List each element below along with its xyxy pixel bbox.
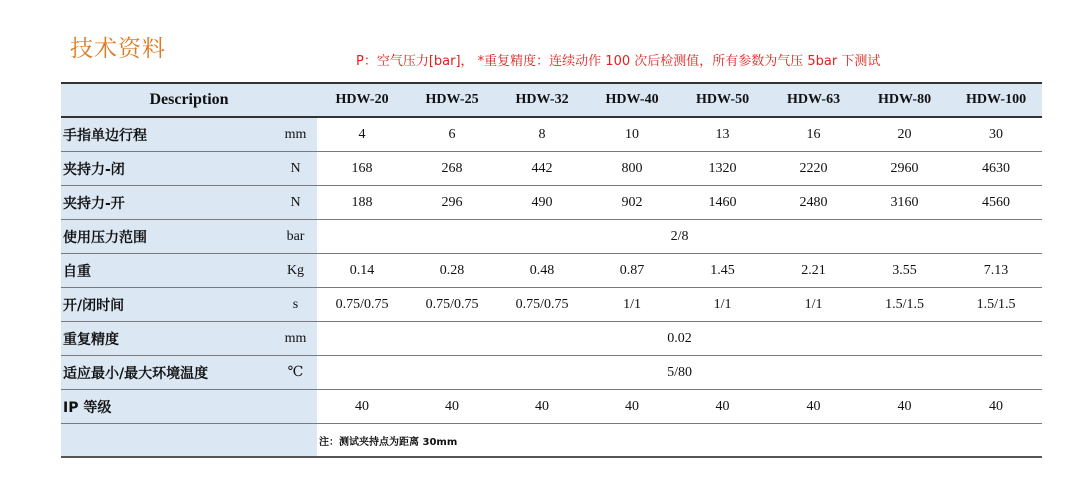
table-row (61, 288, 1042, 322)
table-cell: 1/1 (587, 288, 677, 322)
table-cell: 40 (950, 390, 1042, 424)
table-cell: 168 (317, 152, 407, 186)
table-cell: 0.87 (587, 254, 677, 288)
model-header: HDW-40 (587, 83, 677, 117)
table-cell: 0.14 (317, 254, 407, 288)
page-title: 技术资料 (70, 36, 166, 62)
table-cell: 2.21 (768, 254, 859, 288)
model-header: HDW-25 (407, 83, 497, 117)
table-row (61, 390, 1042, 424)
table-row (61, 152, 1042, 186)
table-cell: 2960 (859, 152, 950, 186)
table-cell: 1.5/1.5 (950, 288, 1042, 322)
table-cell: 3.55 (859, 254, 950, 288)
row-label: 开/闭时间 (61, 288, 274, 322)
row-unit: N (274, 186, 317, 220)
table-row (61, 322, 1042, 356)
table-row (61, 117, 1042, 152)
spec-table (61, 82, 1042, 458)
model-header: HDW-20 (317, 83, 407, 117)
test-condition-note: P：空气压力[bar]， *重复精度：连续动作 100 次后检测值，所有参数为气压 5bar 下测试 (356, 54, 881, 69)
table-cell: 40 (677, 390, 768, 424)
table-cell: 2220 (768, 152, 859, 186)
table-row (61, 220, 1042, 254)
row-label: 夹持力-开 (61, 186, 274, 220)
row-label: IP 等级 (61, 390, 274, 424)
row-label: 使用压力范围 (61, 220, 274, 254)
table-header-row (61, 83, 1042, 117)
row-label: 自重 (61, 254, 274, 288)
table-cell: 6 (407, 117, 497, 152)
table-cell: 1/1 (768, 288, 859, 322)
table-cell: 40 (407, 390, 497, 424)
table-cell: 7.13 (950, 254, 1042, 288)
table-cell: 40 (768, 390, 859, 424)
model-header: HDW-80 (859, 83, 950, 117)
table-cell: 268 (407, 152, 497, 186)
table-cell: 10 (587, 117, 677, 152)
table-row (61, 186, 1042, 220)
model-header: HDW-100 (950, 83, 1042, 117)
footnote-unit-spacer (274, 424, 317, 458)
row-unit: mm (274, 322, 317, 356)
merged-cell: 2/8 (317, 220, 1042, 254)
table-cell: 4630 (950, 152, 1042, 186)
row-label: 适应最小/最大环境温度 (61, 356, 274, 390)
merged-cell: 5/80 (317, 356, 1042, 390)
table-cell: 1.5/1.5 (859, 288, 950, 322)
table-cell: 40 (497, 390, 587, 424)
row-unit: N (274, 152, 317, 186)
row-unit: Kg (274, 254, 317, 288)
table-cell: 0.75/0.75 (317, 288, 407, 322)
table-cell: 1/1 (677, 288, 768, 322)
row-label: 重复精度 (61, 322, 274, 356)
table-cell: 0.75/0.75 (407, 288, 497, 322)
table-cell: 1320 (677, 152, 768, 186)
table-cell: 30 (950, 117, 1042, 152)
table-cell: 40 (317, 390, 407, 424)
row-unit: mm (274, 117, 317, 152)
model-header: HDW-32 (497, 83, 587, 117)
table-row (61, 254, 1042, 288)
table-cell: 3160 (859, 186, 950, 220)
table-cell: 442 (497, 152, 587, 186)
table-cell: 800 (587, 152, 677, 186)
table-cell: 16 (768, 117, 859, 152)
merged-cell: 0.02 (317, 322, 1042, 356)
table-cell: 2480 (768, 186, 859, 220)
table-cell: 40 (587, 390, 677, 424)
row-unit: bar (274, 220, 317, 254)
model-header: HDW-50 (677, 83, 768, 117)
table-cell: 20 (859, 117, 950, 152)
table-cell: 1460 (677, 186, 768, 220)
table-cell: 13 (677, 117, 768, 152)
description-header: Description (61, 83, 317, 117)
table-cell: 4 (317, 117, 407, 152)
table-cell: 4560 (950, 186, 1042, 220)
table-cell: 296 (407, 186, 497, 220)
row-unit (274, 390, 317, 424)
table-cell: 8 (497, 117, 587, 152)
footnote-row (61, 424, 1042, 458)
footnote-label-spacer (61, 424, 274, 458)
table-cell: 902 (587, 186, 677, 220)
table-cell: 490 (497, 186, 587, 220)
table-cell: 0.28 (407, 254, 497, 288)
model-header: HDW-63 (768, 83, 859, 117)
row-unit: ℃ (274, 356, 317, 390)
table-cell: 40 (859, 390, 950, 424)
table-cell: 188 (317, 186, 407, 220)
table-cell: 0.48 (497, 254, 587, 288)
table-cell: 1.45 (677, 254, 768, 288)
row-label: 夹持力-闭 (61, 152, 274, 186)
table-row (61, 356, 1042, 390)
row-label: 手指单边行程 (61, 117, 274, 152)
footnote-text: 注：测试夹持点为距离 30mm (317, 424, 1042, 458)
row-unit: s (274, 288, 317, 322)
table-cell: 0.75/0.75 (497, 288, 587, 322)
